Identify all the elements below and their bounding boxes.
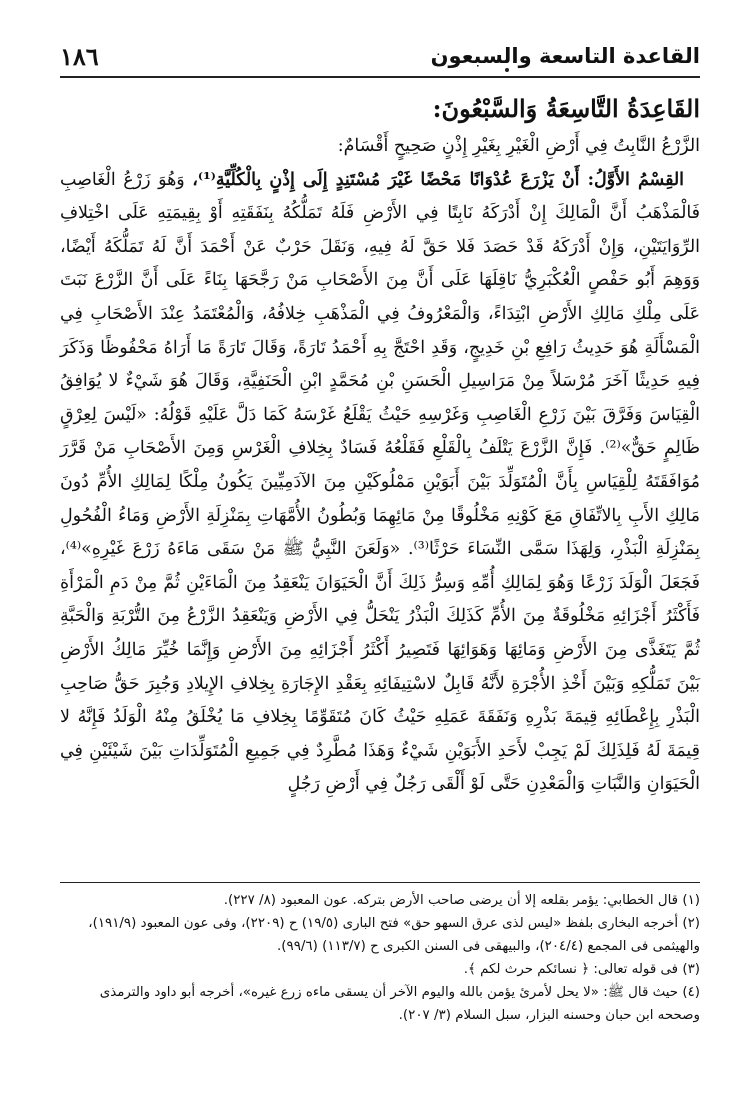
body-text bbox=[60, 130, 700, 802]
footnote-1: (١) قال الخطابي: يؤمر بقلعه إلا أن يرضى صاحب الأرض بتركه. عون المعبود (٨/ ٢٢٧). bbox=[223, 893, 700, 908]
part1-body: وَهُوَ زَرْعُ الْغَاصِبِ فَالْمَذْهَبُ أَنَّ الْمَالِكَ إِنْ أَدْرَكَهُ نَابِتًا فِي الأَرْضِ فَلَهُ تَمَلُّكُهُ بِنَفَقَتِهِ أَوْ بِقِيمَتِهِ عَلَى اخْتِلافِ الرِّوَايَتَيْنِ، وَإِنْ أَدْرَكَهُ قَدْ حَصَدَ فَلا حَقَّ لَهُ فِيهِ، وَنَقَلَ حَرْبٌ عَنْ أَحْمَدَ أَنَّ لَهُ تَمَلُّكَهُ أَيْضًا، وَوَهِمَ أَبُو حَفْصٍ الْعُكْبَرِيُّ نَاقِلَهَا عَلَى أَنَّ مِنَ الأَصْحَابِ مَنْ رَجَّحَهَا بِنَاءً عَلَى أَنَّ الزَّرْعَ نَبَتَ عَلَى مِلْكِ مَالِكِ الأَرْضِ ابْتِدَاءً، وَالْمَعْرُوفُ فِي الْمَذْهَبِ خِلافُهُ، وَالْمُعْتَمَدُ عِنْدَ الأَصْحَابِ فِي الْمَسْأَلَةِ هُوَ حَدِيثُ رَافِعِ بْنِ خَدِيجٍ، وَقَدِ احْتَجَّ بِهِ أَحْمَدُ تَارَةً، وَقَالَ تَارَةً مَا أَرَاهُ مَحْفُوظًا وَذَكَرَ فِيهِ حَدِيثًا آخَرَ مُرْسَلاً مِنْ مَرَاسِيلِ الْحَسَنِ بْنِ مُحَمَّدٍ ابْنِ الْحَنَفِيَّةِ، وَقَالَ هُوَ شَيْءٌ لا يُوَافِقُ الْقِيَاسَ وَفَرَّقَ بَيْنَ زَرْعِ الْغَاصِبِ وَغَرْسِهِ حَيْثُ يَقْلَعُ غَرْسَهُ كَمَا دَلَّ عَلَيْهِ قَوْلُهُ: «لَيْسَ لِعِرْقٍ ظَالِمٍ حَقٌّ»⁽²⁾. فَإِنَّ الزَّرْعَ يَتْلَفُ بِالْقَلْعِ فَقَلْعُهُ فَسَادٌ بِخِلافِ الْغَرْسِ وَمِنَ الأَصْحَابِ مَنْ قَرَّرَ مُوَافَقَتَهُ لِلْقِيَاسِ بِأَنَّ الْمُتَوَلِّدَ بَيْنَ أَبَوَيْنِ مَمْلُوكَيْنِ مِنَ الآدَمِيِّينَ يَكُونُ مِلْكًا لِمَالِكِ الأُمِّ دُونَ مَالِكِ الأَبِ بِالاتِّفَاقِ مَعَ كَوْنِهِ مَخْلُوقًا مِنْ مَائِهِمَا وَبُطُونُ الأُمَّهَاتِ بِمَنْزِلَةِ الأَرْضِ وَمَاءُ الْفُحُولِ بِمَنْزِلَةِ الْبَذْرِ، وَلِهَذَا سَمَّى النِّسَاءَ حَرْثًا⁽³⁾. «وَلَعَنَ النَّبِيُّ ﷺ مَنْ سَقَى مَاءَهُ زَرْعَ غَيْرِهِ»⁽⁴⁾، فَجَعَلَ الْوَلَدَ زَرْعًا وَهُوَ لِمَالِكِ أُمِّهِ وَسِرُّ ذَلِكَ أَنَّ الْحَيَوَانَ يَنْعَقِدُ مِنَ الْمَاءَيْنِ ثُمَّ مِنْ دَمِ الْمَرْأَةِ فَأَكْثَرُ أَجْزَائِهِ مَخْلُوقَةٌ مِنَ الأُمِّ كَذَلِكَ الْبَذْرُ يَنْحَلُّ فِي الأَرْضِ وَيَنْعَقِدُ الزَّرْعُ مِنَ التُّرْبَةِ وَالْحَبَّةِ ثُمَّ يَتَغَذَّى مِنَ الأَرْضِ وَمَائِهَا وَهَوَائِهَا فَتَصِيرُ أَكْثَرُ أَجْزَائِهِ مِنَ الأَرْضِ وَإِنَّمَا خُيِّرَ مَالِكُ الأَرْضِ بَيْنَ تَمَلُّكِهِ وَبَيْنَ أَخْذِ الأُجْرَةِ لأَنَّهُ قَابِلٌ لاسْتِيفَائِهِ بِعَقْدِ الإِجَارَةِ بِخِلافِ الإِيلادِ وَجُبِرَ حَقُّ صَاحِبِ الْبَذْرِ بِإِعْطَائِهِ قِيمَةَ بَذْرِهِ وَنَفَقَةَ عَمَلِهِ حَيْثُ كَانَ مُتَقَوِّمًا بِخِلافِ مَا يُخْلَقُ مِنْهُ الْوَلَدُ فَإِنَّهُ لا قِيمَةَ لَهُ فَلِذَلِكَ لَمْ يَجِبْ لأَحَدِ الأَبَوَيْنِ شَيْءٌ وَهَذَا مُطَّرِدٌ فِي جَمِيعِ الْمُتَوَلِّدَاتِ بَيْنَ شَيْئَيْنِ فِي الْحَيَوَانِ وَالنَّبَاتِ وَالْمَعْدِنِ حَتَّى لَوْ أَلْقَى رَجُلٌ فِي أَرْضِ رَجُلٍ bbox=[60, 169, 701, 795]
page-header bbox=[60, 38, 700, 78]
running-title: القاعدة التاسعة والسبعون bbox=[430, 44, 700, 68]
header-dot bbox=[505, 68, 509, 72]
part1-lead: القِسْمُ الأَوَّلُ: أَنْ يَزْرَعَ عُدْوَانًا مَحْضًا غَيْرَ مُسْتَنِدٍ إِلَى إِذْنٍ بِالْكُلِّيَّةِ⁽¹⁾، bbox=[192, 169, 685, 190]
footnotes bbox=[60, 882, 700, 1027]
footnote-2: (٢) أخرجه البخارى بلفظ «ليس لذى عرق السهو حق» فتح البارى (١٩/٥) ح (٢٢٠٩)، وفى عون المعبود (١٩١/٩)، والهيثمى فى المجمع (٢٠٤/٤)، والبيهقى فى السنن الكبرى ح (١١٣/٧) (٩٩/٦). bbox=[88, 916, 700, 954]
footnote-3: (٣) فى قوله تعالى: ﴿ نسائكم حرث لكم ﴾. bbox=[463, 962, 700, 977]
page-number: ١٨٦ bbox=[60, 42, 99, 71]
section-heading: القَاعِدَةُ التَّاسِعَةُ وَالسَّبْعُونَ: bbox=[432, 94, 700, 123]
part1-paragraph bbox=[60, 164, 700, 802]
footnote-4: (٤) حيث قال ﷺ: «لا يحل لأمرئ يؤمن بالله واليوم الآخر أن يسقى ماءه زرع غيره»، أخرجه أبو داود والترمذى وصححه ابن حبان وحسنه البزار، سبل السلام (٣/ ٢٠٧). bbox=[99, 985, 700, 1023]
intro-paragraph: الزَّرْعُ النَّابِتُ فِي أَرْضِ الْغَيْرِ بِغَيْرِ إِذْنٍ صَحِيحٍ أَقْسَامٌ: bbox=[337, 136, 700, 156]
document-page bbox=[60, 38, 700, 1078]
